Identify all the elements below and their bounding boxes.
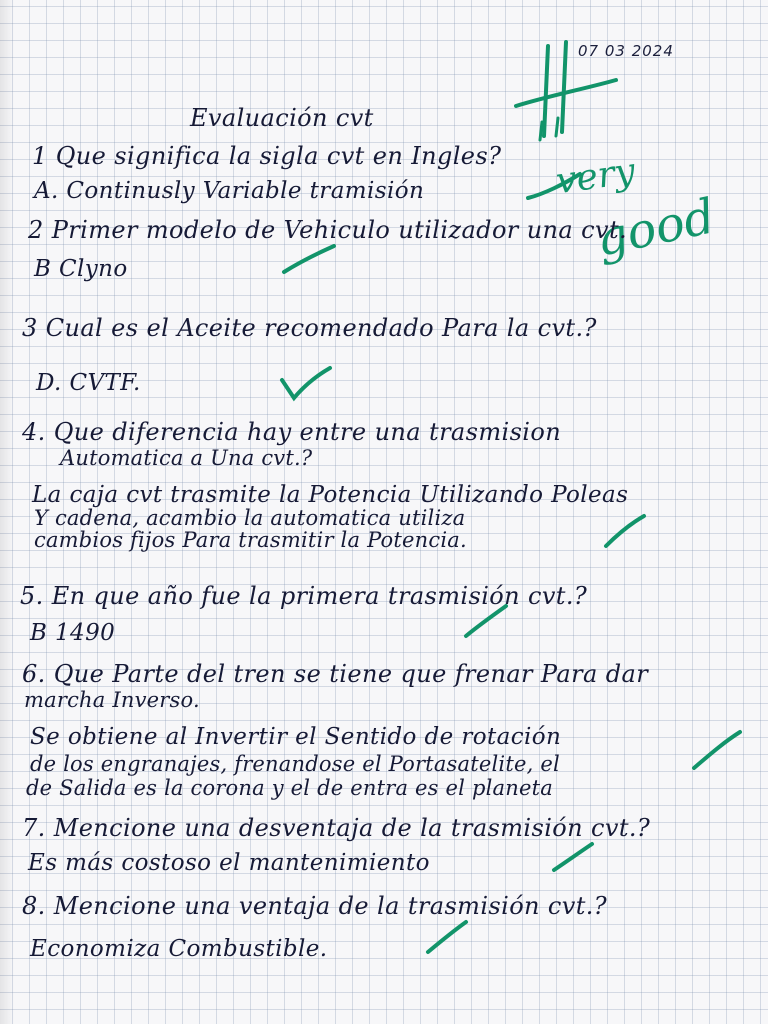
answer-8: Economiza Combustible. [30, 936, 328, 962]
answer-6-line-1: Se obtiene al Invertir el Sentido de rotación [30, 724, 562, 750]
check-mark-icon [276, 364, 336, 404]
answer-5: B 1490 [30, 620, 116, 646]
question-4-line-2: Automatica a Una cvt.? [60, 446, 313, 470]
question-1: 1 Que significa la sigla cvt en Ingles? [32, 142, 502, 170]
question-6-line-2: marcha Inverso. [24, 688, 200, 712]
question-3: 3 Cual es el Aceite recomendado Para la cvt.? [22, 314, 597, 342]
answer-4-line-1: La caja cvt trasmite la Potencia Utilizando Poleas [32, 482, 629, 508]
question-4-line-1: 4. Que diferencia hay entre una trasmision [22, 418, 562, 446]
page-edge-shadow [0, 0, 14, 1024]
answer-4-line-3: cambios fijos Para trasmitir la Potencia. [34, 528, 467, 552]
grade-comment-good: good [591, 188, 720, 268]
question-5: 5. En que año fue la primera trasmisión cvt.? [20, 582, 588, 610]
answer-7: Es más costoso el mantenimiento [28, 850, 430, 876]
question-8: 8. Mencione una ventaja de la trasmisión cvt.? [22, 892, 608, 920]
date: 07 03 2024 [578, 42, 674, 60]
check-mark-icon [424, 918, 474, 958]
check-mark-icon [690, 728, 746, 776]
question-6-line-1: 6. Que Parte del tren se tiene que frenar Para dar [22, 660, 649, 688]
question-7: 7. Mencione una desventaja de la trasmisión cvt.? [22, 814, 651, 842]
page-title: Evaluación cvt [190, 104, 374, 132]
grade-comment-very: very [553, 150, 638, 203]
check-mark-icon [600, 512, 650, 552]
answer-6-line-3: de Salida es la corona y el de entra es el planeta [26, 776, 553, 800]
check-mark-icon [550, 840, 600, 876]
answer-6-line-2: de los engranajes, frenandose el Portasatelite, el [30, 752, 560, 776]
grade-mark [508, 36, 628, 146]
question-2: 2 Primer modelo de Vehiculo utilizador una cvt. [28, 216, 628, 244]
answer-4-line-2: Y cadena, acambio la automatica utiliza [34, 506, 466, 530]
answer-3: D. CVTF. [36, 370, 141, 396]
check-mark-icon [524, 170, 584, 210]
check-mark-icon [462, 602, 512, 642]
check-mark-icon [280, 240, 340, 280]
answer-1: A. Continusly Variable tramisión [34, 178, 425, 204]
answer-2: B Clyno [34, 256, 128, 282]
